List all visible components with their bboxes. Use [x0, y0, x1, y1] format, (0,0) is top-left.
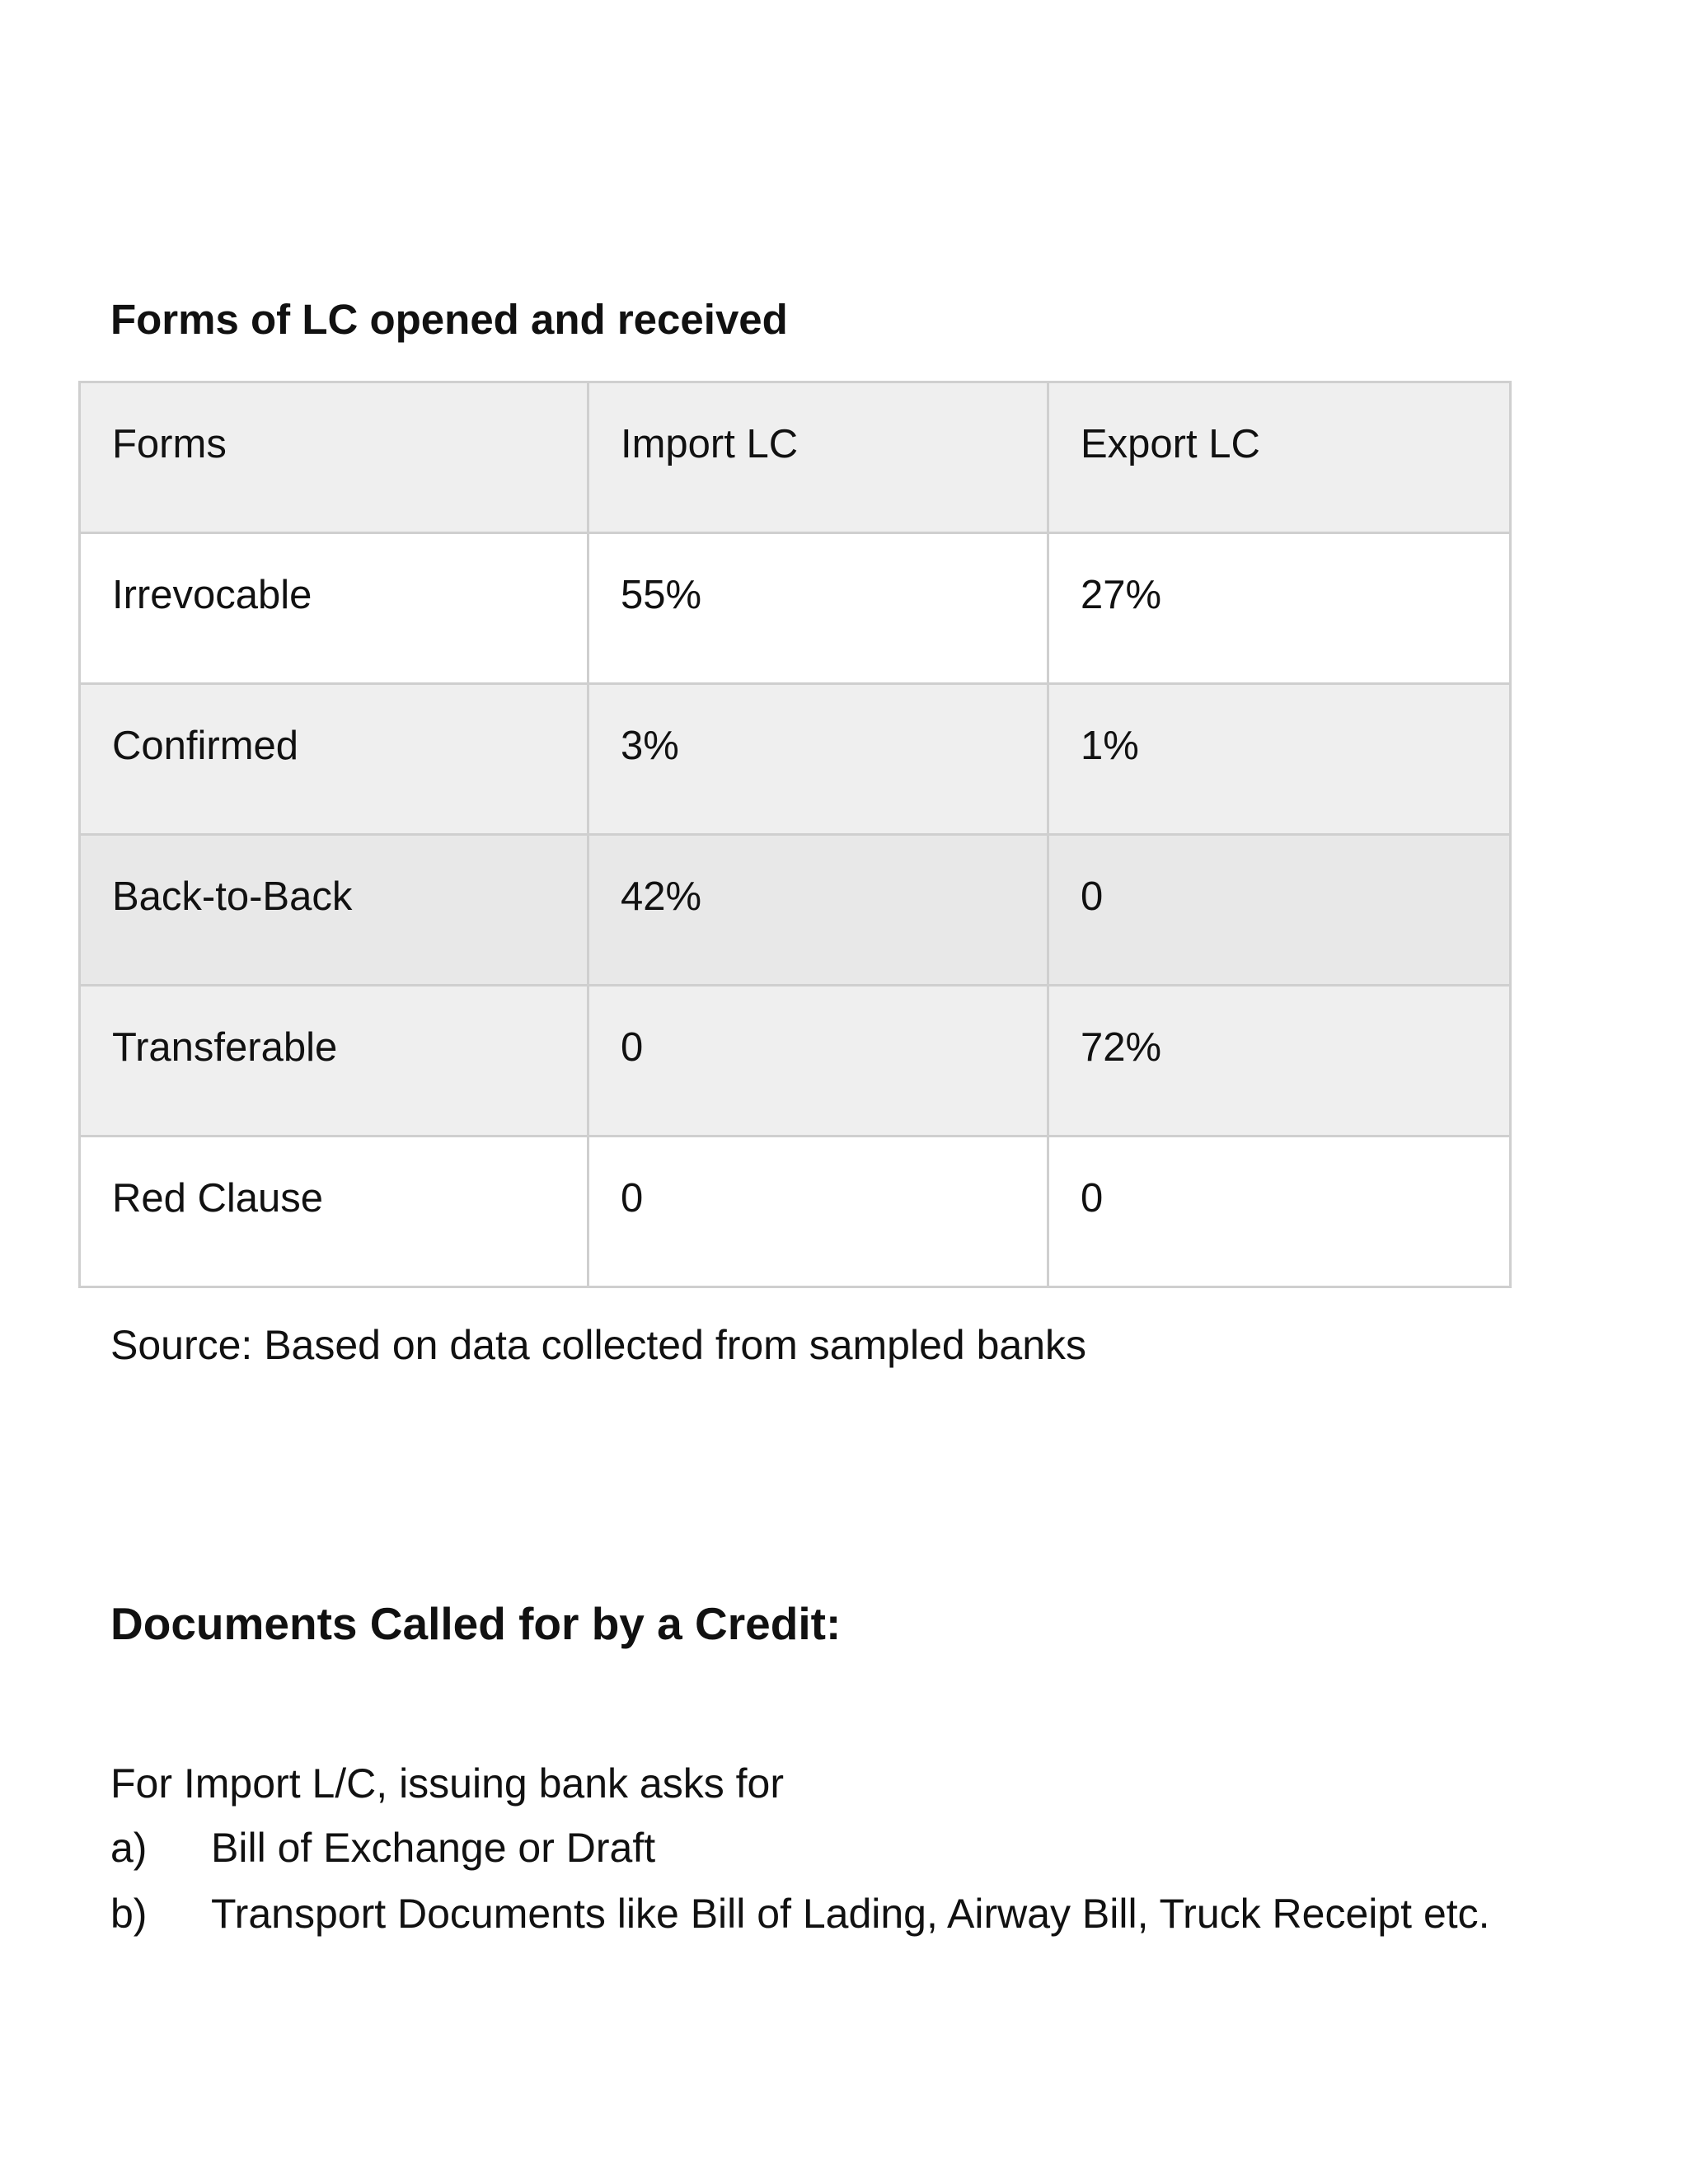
- table-cell: 0: [1048, 1137, 1511, 1287]
- table-cell: 0: [1048, 835, 1511, 986]
- list-marker: a): [110, 1825, 148, 1871]
- table-cell: Irrevocable: [80, 533, 588, 684]
- table-cell: 42%: [588, 835, 1048, 986]
- table-cell: 27%: [1048, 533, 1511, 684]
- documents-heading: Documents Called for by a Credit:: [110, 1598, 842, 1649]
- table-row: [80, 1137, 1511, 1287]
- table-cell: Transferable: [80, 986, 588, 1137]
- table-cell: 72%: [1048, 986, 1511, 1137]
- list-marker: b): [110, 1891, 148, 1937]
- table-cell: 55%: [588, 533, 1048, 684]
- header-cell-import-lc: Import LC: [588, 382, 1048, 533]
- list-item-text: Bill of Exchange or Draft: [211, 1825, 656, 1871]
- table-cell: Confirmed: [80, 684, 588, 835]
- table-title: Forms of LC opened and received: [110, 296, 788, 343]
- header-cell-export-lc: Export LC: [1048, 382, 1511, 533]
- source-note: Source: Based on data collected from sampled banks: [110, 1322, 1087, 1368]
- table-row: [80, 684, 1511, 835]
- list-item-text: Transport Documents like Bill of Lading, Airway Bill, Truck Receipt etc.: [211, 1891, 1490, 1937]
- table-row: [80, 986, 1511, 1137]
- table-row: [80, 835, 1511, 986]
- table-header-row: [80, 382, 1511, 533]
- header-cell-forms: Forms: [80, 382, 588, 533]
- table-row: [80, 533, 1511, 684]
- table-cell: 1%: [1048, 684, 1511, 835]
- table-cell: 0: [588, 986, 1048, 1137]
- table-cell: Red Clause: [80, 1137, 588, 1287]
- table-cell: 0: [588, 1137, 1048, 1287]
- table-cell: Back-to-Back: [80, 835, 588, 986]
- table-cell: 3%: [588, 684, 1048, 835]
- import-intro-text: For Import L/C, issuing bank asks for: [110, 1760, 784, 1807]
- lc-forms-table: [78, 381, 1512, 1288]
